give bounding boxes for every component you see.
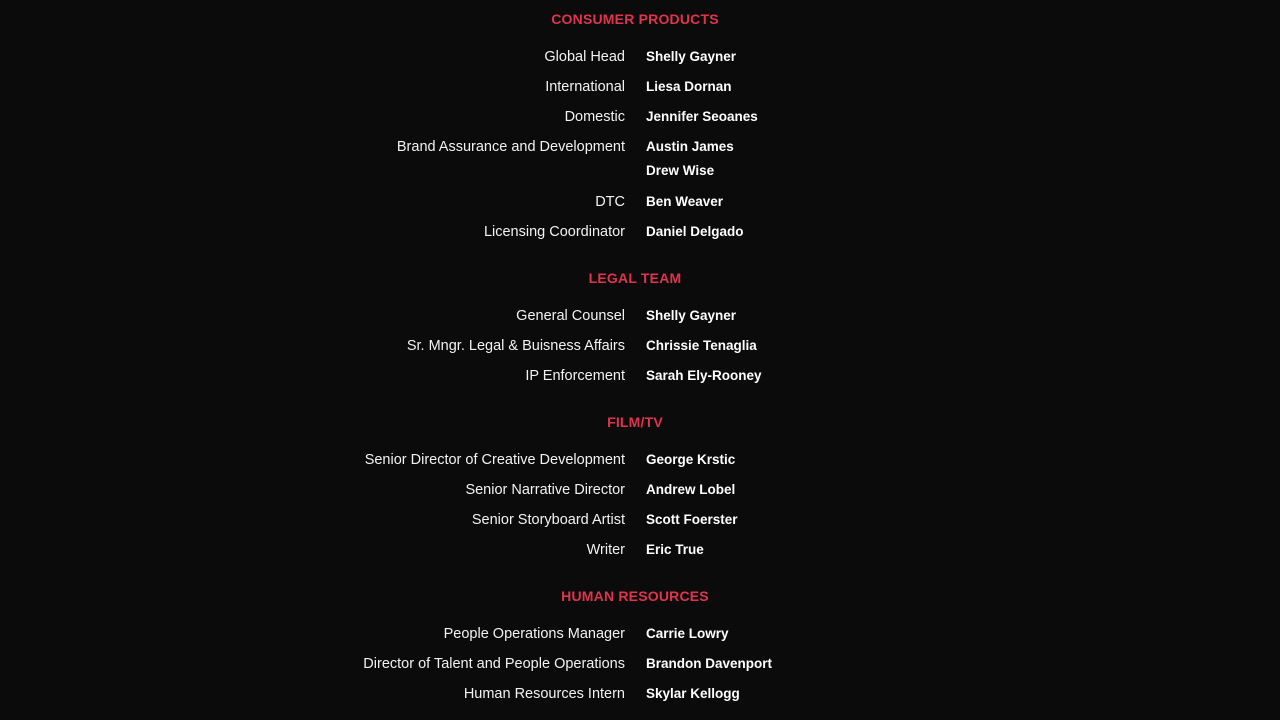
credit-role: Writer: [586, 542, 625, 558]
credit-role: General Counsel: [516, 308, 625, 324]
credit-name: Chrissie Tenaglia: [646, 338, 757, 353]
section-title-film-tv: FILM/TV: [607, 414, 663, 430]
credit-name: Shelly Gayner: [646, 308, 737, 323]
section-title-legal-team: LEGAL TEAM: [588, 270, 682, 286]
credit-name: Ben Weaver: [646, 194, 724, 209]
credit-name: Austin James: [646, 139, 734, 154]
credit-role: Director of Talent and People Operations: [363, 656, 625, 672]
credit-name: Skylar Kellogg: [646, 686, 740, 701]
section-title-human-resources: HUMAN RESOURCES: [561, 588, 709, 604]
credit-role: Sr. Mngr. Legal & Buisness Affairs: [406, 338, 625, 354]
credit-name: Carrie Lowry: [646, 626, 729, 641]
section-title-consumer-products: CONSUMER PRODUCTS: [551, 11, 719, 27]
credit-name: Andrew Lobel: [646, 482, 736, 497]
credit-name: Sarah Ely-Rooney: [646, 368, 762, 383]
credit-name: George Krstic: [646, 452, 736, 467]
credit-name: Jennifer Seoanes: [646, 109, 758, 124]
credit-name: Drew Wise: [646, 163, 715, 178]
credit-role: Senior Director of Creative Development: [364, 452, 625, 468]
credit-role: Senior Narrative Director: [465, 482, 625, 498]
credit-name: Eric True: [646, 542, 704, 557]
credit-name: Daniel Delgado: [646, 224, 744, 239]
credit-role: People Operations Manager: [443, 626, 625, 642]
credit-role: Human Resources Intern: [463, 686, 625, 702]
credit-name: Scott Foerster: [646, 512, 738, 527]
credit-role: International: [545, 79, 625, 95]
credit-role: Domestic: [564, 109, 625, 125]
credit-name: Brandon Davenport: [646, 656, 773, 671]
credit-name: Liesa Dornan: [646, 79, 732, 94]
credit-role: IP Enforcement: [525, 368, 625, 384]
credit-role: Brand Assurance and Development: [396, 139, 625, 155]
credit-role: Licensing Coordinator: [483, 224, 625, 240]
credit-name: Shelly Gayner: [646, 49, 737, 64]
credit-role: DTC: [595, 194, 625, 210]
credit-role: Senior Storyboard Artist: [471, 512, 625, 528]
credit-role: Global Head: [544, 49, 625, 65]
